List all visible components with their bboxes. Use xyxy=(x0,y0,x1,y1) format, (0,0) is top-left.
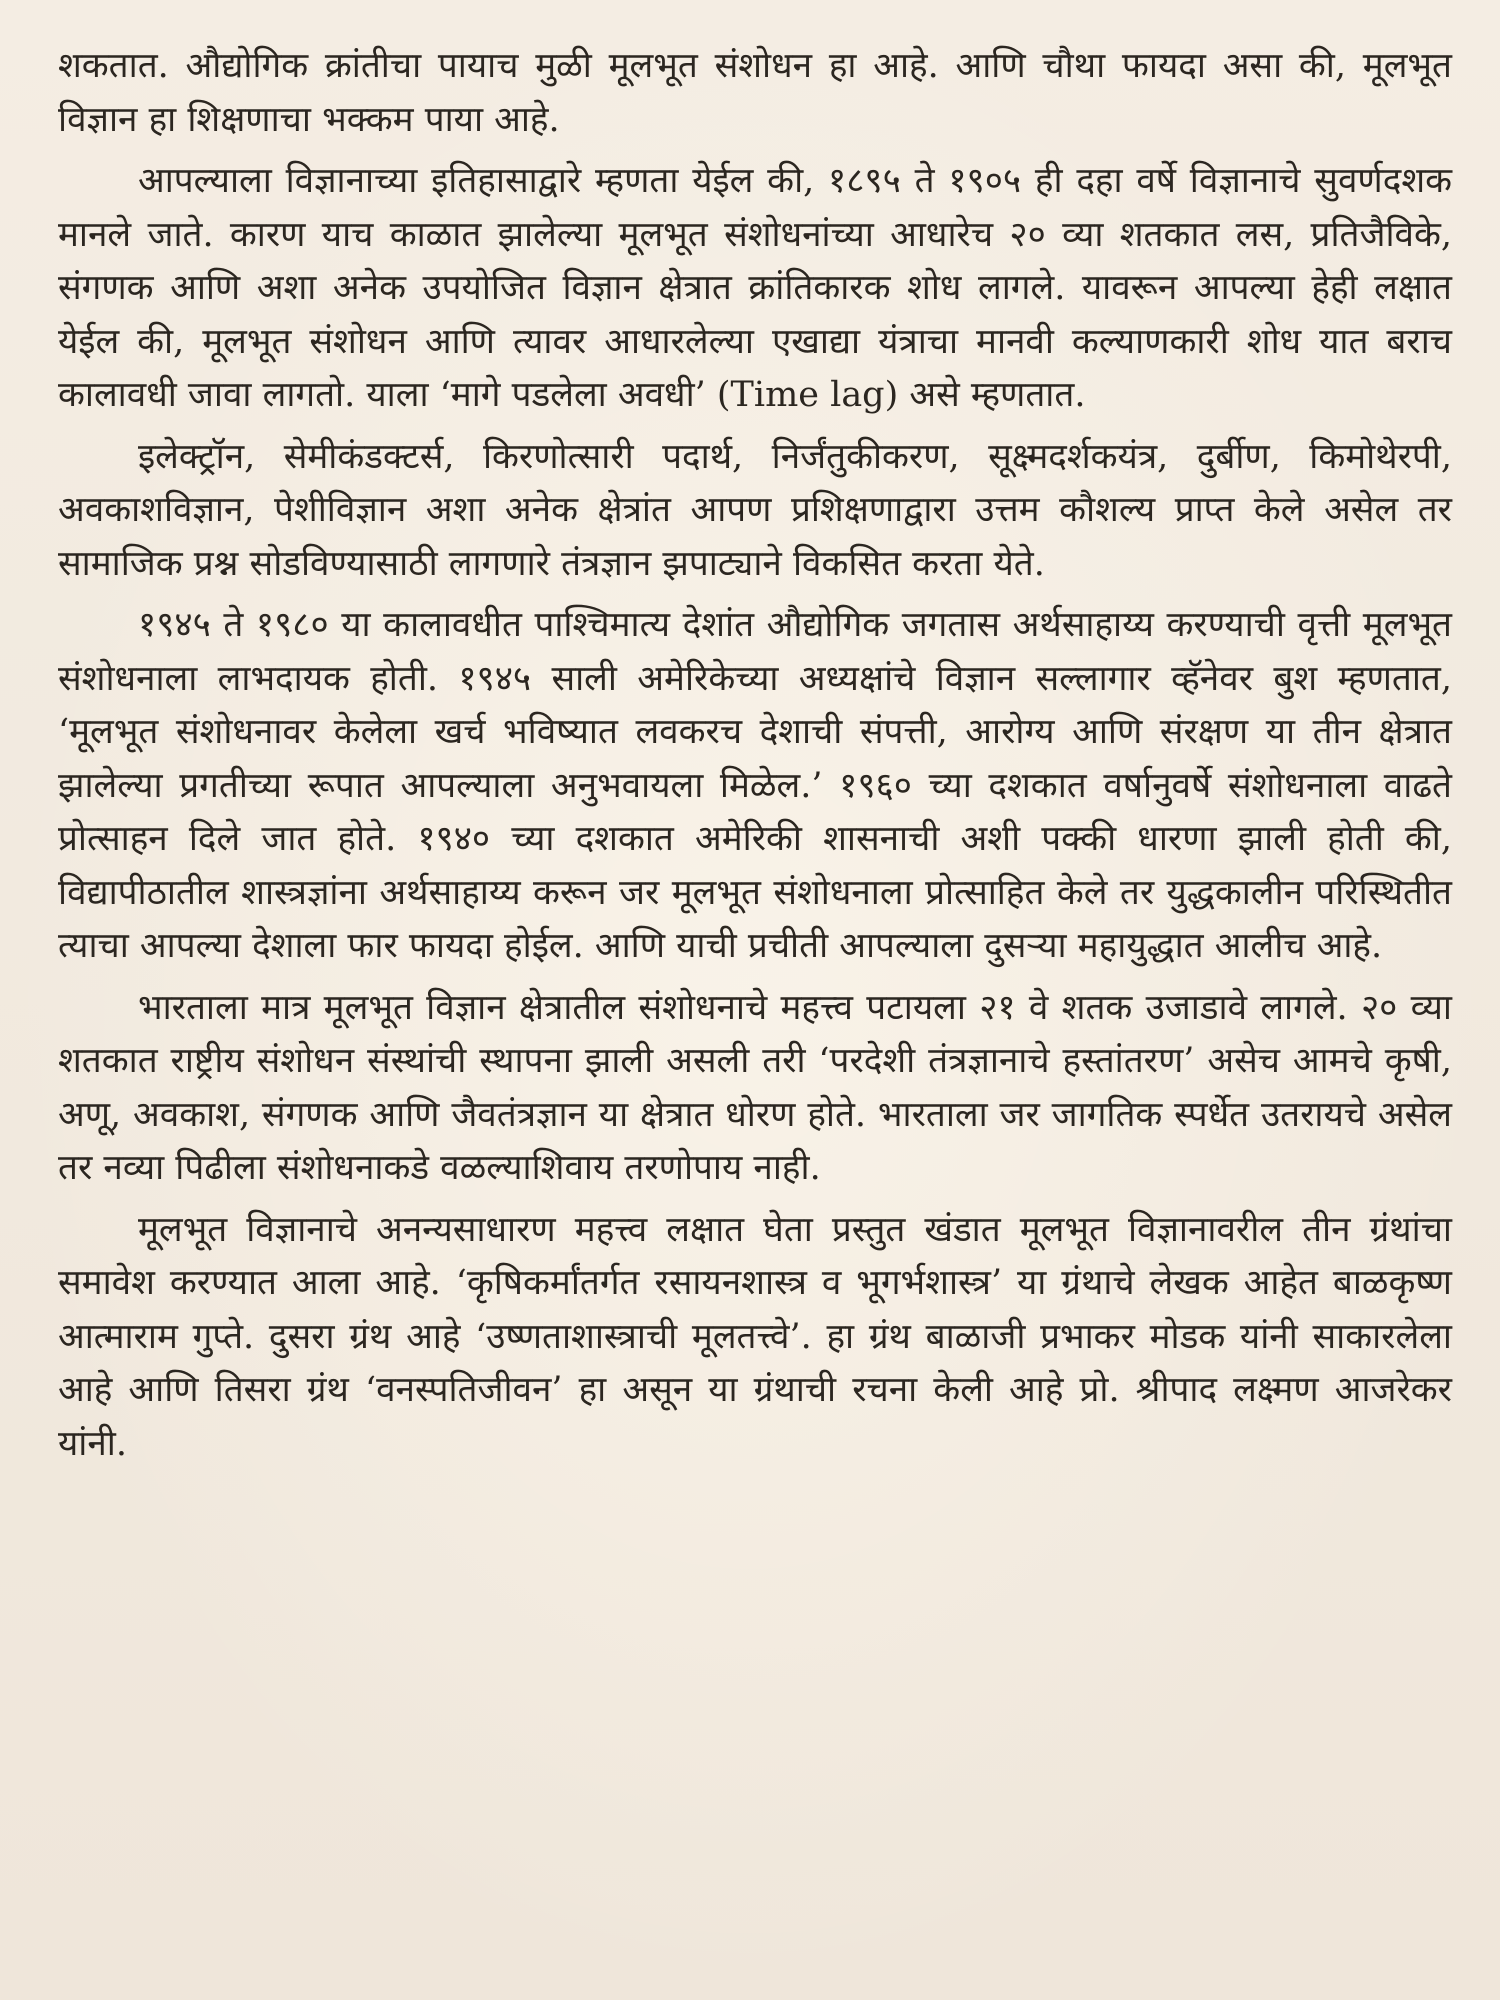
paragraph-1: शकतात. औद्योगिक क्रांतीचा पायाच मुळी मूलभूत संशोधन हा आहे. आणि चौथा फायदा असा की, मूलभूत विज्ञान हा शिक्षणाचा भक्कम पाया आहे. xyxy=(58,46,1452,140)
paragraph-6: मूलभूत विज्ञानाचे अनन्यसाधारण महत्त्व लक्षात घेता प्रस्तुत खंडात मूलभूत विज्ञानावरील तीन ग्रंथांचा समावेश करण्यात आला आहे. ‘कृषिकर्मांतर्गत रसायनशास्त्र व भूगर्भशास्त्र’ या ग्रंथाचे लेखक आहेत बाळकृष्ण आत्माराम गुप्ते. दुसरा ग्रंथ आहे ‘उष्णताशास्त्राची मूलतत्त्वे’. हा ग्रंथ बाळाजी प्रभाकर मोडक यांनी साकारलेला आहे आणि तिसरा ग्रंथ ‘वनस्पतिजीवन’ हा असून या ग्रंथाची रचना केली आहे प्रो. श्रीपाद लक्ष्मण आजरेकर यांनी. xyxy=(58,1209,1452,1464)
paragraph-5: भारताला मात्र मूलभूत विज्ञान क्षेत्रातील संशोधनाचे महत्त्व पटायला २१ वे शतक उजाडावे लागले. २० व्या शतकात राष्ट्रीय संशोधन संस्थांची स्थापना झाली असली तरी ‘परदेशी तंत्रज्ञानाचे हस्तांतरण’ असेच आमचे कृषी, अणू, अवकाश, संगणक आणि जैवतंत्रज्ञान या क्षेत्रात धोरण होते. भारताला जर जागतिक स्पर्धेत उतरायचे असेल तर नव्या पिढीला संशोधनाकडे वळल्याशिवाय तरणोपाय नाही. xyxy=(58,987,1452,1188)
body-text xyxy=(58,40,1452,1479)
paragraph-2: आपल्याला विज्ञानाच्या इतिहासाद्वारे म्हणता येईल की, १८९५ ते १९०५ ही दहा वर्षे विज्ञानाचे सुवर्णदशक मानले जाते. कारण याच काळात झालेल्या मूलभूत संशोधनांच्या आधारेच २० व्या शतकात लस, प्रतिजैविके, संगणक आणि अशा अनेक उपयोजित विज्ञान क्षेत्रात क्रांतिकारक शोध लागले. यावरून आपल्या हेही लक्षात येईल की, मूलभूत संशोधन आणि त्यावर आधारलेल्या एखाद्या यंत्राचा मानवी कल्याणकारी शोध यात बराच कालावधी जावा लागतो. याला ‘मागे पडलेला अवधी’ (Time lag) असे म्हणतात. xyxy=(58,161,1452,415)
paragraph-3: इलेक्ट्रॉन, सेमीकंडक्टर्स, किरणोत्सारी पदार्थ, निर्जंतुकीकरण, सूक्ष्मदर्शकयंत्र, दुर्बीण, किमोथेरपी, अवकाशविज्ञान, पेशीविज्ञान अशा अनेक क्षेत्रांत आपण प्रशिक्षणाद्वारा उत्तम कौशल्य प्राप्त केले असेल तर सामाजिक प्रश्न सोडविण्यासाठी लागणारे तंत्रज्ञान झपाट्याने विकसित करता येते. xyxy=(58,436,1452,584)
paragraph-4: १९४५ ते १९८० या कालावधीत पाश्चिमात्य देशांत औद्योगिक जगतास अर्थसाहाय्य करण्याची वृत्ती मूलभूत संशोधनाला लाभदायक होती. १९४५ साली अमेरिकेच्या अध्यक्षांचे विज्ञान सल्लागार व्हॅनेवर बुश म्हणतात, ‘मूलभूत संशोधनावर केलेला खर्च भविष्यात लवकरच देशाची संपत्ती, आरोग्य आणि संरक्षण या तीन क्षेत्रात झालेल्या प्रगतीच्या रूपात आपल्याला अनुभवायला मिळेल.’ १९६० च्या दशकात वर्षानुवर्षे संशोधनाला वाढते प्रोत्साहन दिले जात होते. १९४० च्या दशकात अमेरिकी शासनाची अशी पक्की धारणा झाली होती की, विद्यापीठातील शास्त्रज्ञांना अर्थसाहाय्य करून जर मूलभूत संशोधनाला प्रोत्साहित केले तर युद्धकालीन परिस्थितीत त्याचा आपल्या देशाला फार फायदा होईल. आणि याची प्रचीती आपल्याला दुसऱ्या महायुद्धात आलीच आहे. xyxy=(58,605,1452,966)
